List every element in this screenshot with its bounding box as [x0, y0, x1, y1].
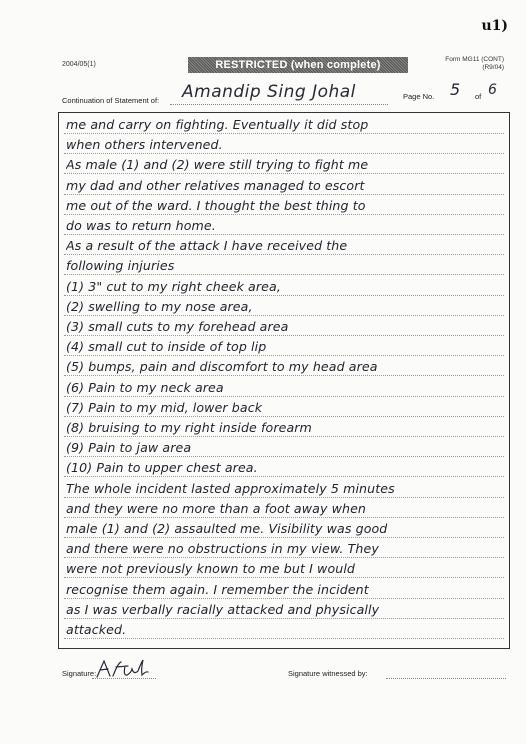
ruled-line: [64, 254, 504, 255]
form-reference: [445, 56, 504, 72]
statement-line: (10) Pain to upper chest area.: [66, 460, 258, 476]
statement-line: As male (1) and (2) were still trying to fight me: [66, 157, 369, 173]
statement-line: attacked.: [66, 622, 127, 637]
ruled-line: [64, 456, 504, 457]
ruled-line: [64, 618, 504, 619]
ruled-line: [64, 638, 504, 639]
ruled-line: [64, 295, 504, 296]
ruled-line: [64, 416, 504, 417]
statement-line: (4) small cut to inside of top lip: [66, 339, 267, 355]
statement-line: were not previously known to me but I would: [66, 561, 356, 577]
ruled-line: [64, 476, 504, 477]
ruled-line: [64, 396, 504, 397]
of-label: of: [475, 92, 482, 101]
ruled-line: [64, 517, 504, 518]
statement-line: my dad and other relatives managed to escort: [66, 177, 365, 193]
ruled-line: [64, 234, 504, 235]
ruled-line: [64, 375, 504, 376]
witness-underline: [386, 678, 506, 679]
page-label: Page No.: [403, 92, 435, 101]
restriction-banner: RESTRICTED (when complete): [188, 57, 408, 73]
statement-line: (2) swelling to my nose area,: [66, 298, 253, 314]
statement-line: As a result of the attack I have received the: [66, 238, 348, 254]
statement-line: and they were no more than a foot away when: [66, 500, 367, 516]
ruled-line: [64, 598, 504, 599]
ruled-line: [64, 153, 504, 154]
statement-name: Amandip Sing Johal: [182, 82, 356, 102]
continuation-label: Continuation of Statement of:: [62, 96, 160, 105]
ruled-line: [64, 436, 504, 437]
ruled-line: [64, 355, 504, 356]
statement-line: following injuries: [66, 258, 175, 274]
ruled-line: [64, 315, 504, 316]
statement-line: male (1) and (2) assaulted me. Visibility was good: [66, 521, 388, 536]
statement-line: (9) Pain to jaw area: [66, 440, 192, 456]
witness-label: Signature witnessed by:: [288, 669, 368, 678]
statement-line: me and carry on fighting. Eventually it did stop: [66, 117, 369, 132]
statement-line: as I was verbally racially attacked and physically: [66, 601, 380, 617]
handwritten-signature: [94, 657, 156, 681]
statement-line: (1) 3" cut to my right cheek area,: [66, 278, 281, 294]
statement-line: The whole incident lasted approximately 5 minutes: [66, 480, 395, 496]
statement-line: (8) bruising to my right inside forearm: [66, 420, 312, 435]
ruled-line: [64, 133, 504, 134]
ruled-line: [64, 497, 504, 498]
corner-mark: u1): [481, 18, 508, 34]
statement-line: (6) Pain to my neck area: [66, 379, 224, 395]
ruled-line: [64, 557, 504, 558]
statement-line: when others intervened.: [66, 137, 223, 153]
statement-line: and there were no obstructions in my view. They: [66, 541, 379, 557]
statement-line: (3) small cuts to my forehead area: [66, 319, 289, 334]
form-code: 2004/05(1): [62, 61, 96, 68]
ruled-line: [64, 537, 504, 538]
page-total: 6: [488, 82, 497, 98]
ruled-line: [64, 577, 504, 578]
ruled-line: [64, 335, 504, 336]
form-ref-line1: Form MG11 (CONT): [445, 56, 504, 63]
name-underline: [170, 104, 388, 105]
signature-label: Signature:: [62, 669, 97, 678]
ruled-line: [64, 194, 504, 195]
ruled-line: [64, 274, 504, 275]
statement-line: recognise them again. I remember the incident: [66, 581, 369, 597]
ruled-line: [64, 173, 504, 174]
form-ref-line2: (R9/04): [482, 64, 504, 71]
statement-line: (5) bumps, pain and discomfort to my head area: [66, 359, 378, 375]
statement-line: do was to return home.: [66, 218, 216, 233]
statement-line: me out of the ward. I thought the best thing to: [66, 197, 366, 213]
page-number: 5: [450, 80, 461, 99]
statement-line: (7) Pain to my mid, lower back: [66, 399, 263, 415]
ruled-line: [64, 214, 504, 215]
